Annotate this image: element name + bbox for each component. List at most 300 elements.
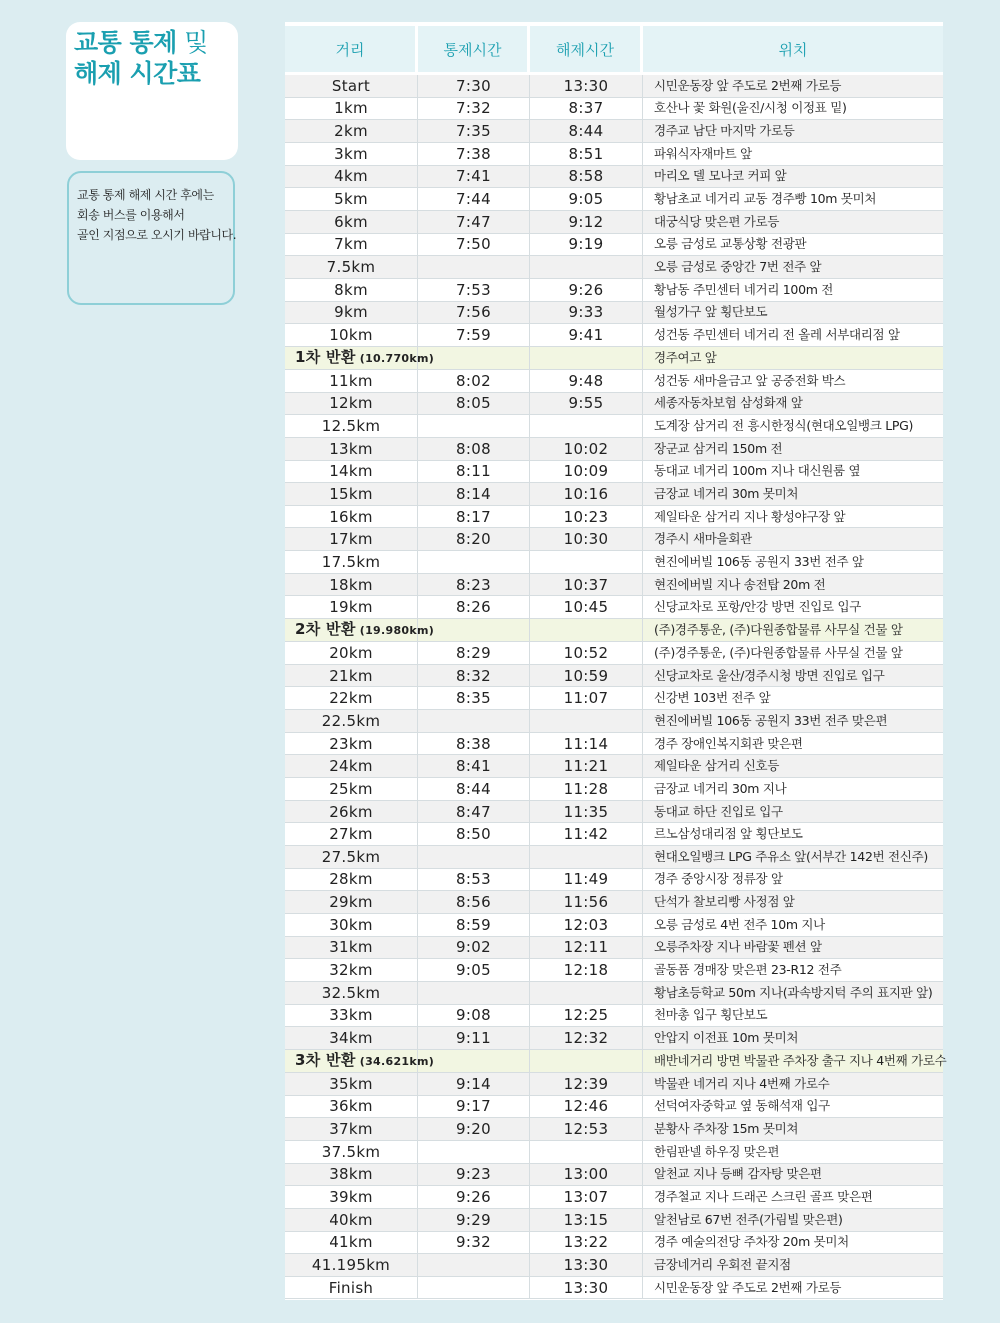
table-row	[285, 642, 943, 665]
table-row	[285, 869, 943, 892]
cell-release-time: 9:41	[530, 324, 643, 347]
cell-location: 마리오 델 모나코 커피 앞	[643, 166, 943, 189]
cell-distance	[285, 279, 418, 302]
distance-label: 2km	[334, 122, 368, 141]
cell-release-time: 12:39	[530, 1073, 643, 1096]
cell-release-time: 12:11	[530, 937, 643, 960]
distance-label: 41km	[329, 1233, 373, 1252]
cell-distance	[285, 937, 418, 960]
cell-release-time: 12:53	[530, 1118, 643, 1141]
turnaround-row	[285, 347, 943, 370]
distance-label: 23km	[329, 734, 373, 753]
cell-location: 황남초교 네거리 교동 경주빵 10m 못미처	[643, 188, 943, 211]
cell-control-time: 7:59	[418, 324, 530, 347]
cell-control-time: 9:26	[418, 1186, 530, 1209]
cell-control-time	[418, 551, 530, 574]
cell-location: 현진에버빌 106동 공원지 33번 전주 앞	[643, 551, 943, 574]
distance-label: 30km	[329, 915, 373, 934]
table-row	[285, 279, 943, 302]
table-row	[285, 710, 943, 733]
cell-control-time: 9:11	[418, 1027, 530, 1050]
cell-distance	[285, 642, 418, 665]
cell-location: 골동품 경매장 맞은편 23-R12 전주	[643, 959, 943, 982]
distance-label: 8km	[334, 280, 368, 299]
table-row	[285, 234, 943, 257]
cell-release-time: 11:49	[530, 869, 643, 892]
cell-location: 경주철교 지나 드래곤 스크린 골프 맞은편	[643, 1186, 943, 1209]
table-row	[285, 1232, 943, 1255]
distance-label: 1차 반환	[295, 347, 356, 366]
cell-release-time: 13:07	[530, 1186, 643, 1209]
cell-release-time: 12:18	[530, 959, 643, 982]
distance-label: 32km	[329, 961, 373, 980]
cell-distance	[285, 1186, 418, 1209]
cell-distance	[285, 370, 418, 393]
cell-distance	[285, 982, 418, 1005]
distance-label: 25km	[329, 779, 373, 798]
distance-label: 34km	[329, 1029, 373, 1048]
distance-label: 22.5km	[321, 711, 381, 730]
distance-label: 3km	[334, 144, 368, 163]
cell-distance	[285, 891, 418, 914]
table-row	[285, 823, 943, 846]
cell-distance	[285, 1027, 418, 1050]
cell-location: 금장교 네거리 30m 못미처	[643, 483, 943, 506]
cell-release-time: 11:56	[530, 891, 643, 914]
cell-distance	[285, 211, 418, 234]
page-title-line1: 교통 통제	[74, 28, 177, 57]
turnaround-distance: (10.770km)	[355, 351, 435, 365]
cell-control-time: 7:38	[418, 143, 530, 166]
cell-distance	[285, 665, 418, 688]
cell-control-time: 7:32	[418, 98, 530, 121]
cell-control-time: 9:14	[418, 1073, 530, 1096]
cell-release-time	[530, 256, 643, 279]
distance-label: 27km	[329, 825, 373, 844]
cell-distance	[285, 914, 418, 937]
table-row	[285, 143, 943, 166]
cell-location: 대궁식당 맞은편 가로등	[643, 211, 943, 234]
table-row	[285, 1096, 943, 1119]
cell-control-time	[418, 710, 530, 733]
cell-location: 황남동 주민센터 네거리 100m 전	[643, 279, 943, 302]
distance-label: 11km	[329, 371, 373, 390]
turnaround-distance: (19.980km)	[355, 624, 435, 638]
cell-location: 금장네거리 우회전 끝지점	[643, 1254, 943, 1277]
turnaround-row	[285, 1050, 943, 1073]
table-row	[285, 914, 943, 937]
cell-distance	[285, 1232, 418, 1255]
cell-distance	[285, 347, 435, 370]
cell-release-time	[530, 415, 643, 438]
cell-distance	[285, 846, 418, 869]
cell-location: 단석가 찰보리빵 사정점 앞	[643, 891, 943, 914]
distance-label: 37.5km	[321, 1142, 381, 1161]
cell-distance	[285, 1209, 418, 1232]
notice-line: 회송 버스를 이용해서	[77, 208, 185, 222]
cell-location: 시민운동장 앞 주도로 2번째 가로등	[643, 1277, 943, 1300]
cell-location: 현진에버빌 106동 공원지 33번 전주 맞은편	[643, 710, 943, 733]
distance-label: 5km	[334, 190, 368, 209]
table-row	[285, 506, 943, 529]
schedule-table-container	[285, 22, 947, 1300]
cell-distance	[285, 551, 418, 574]
turnaround-distance: (34.621km)	[355, 1054, 435, 1068]
table-row	[285, 324, 943, 347]
cell-release-time: 12:46	[530, 1096, 643, 1119]
cell-distance	[285, 755, 418, 778]
page-title-line1-suffix: 및	[176, 28, 208, 57]
cell-distance	[285, 574, 418, 597]
table-header-row	[285, 22, 943, 75]
cell-release-time: 13:30	[530, 1277, 643, 1300]
table-row	[285, 778, 943, 801]
table-row	[285, 370, 943, 393]
cell-location: 오릉 금성로 교통상황 전광판	[643, 234, 943, 257]
cell-release-time: 11:42	[530, 823, 643, 846]
table-row	[285, 1164, 943, 1187]
distance-label: 15km	[329, 484, 373, 503]
cell-control-time: 7:56	[418, 302, 530, 325]
cell-control-time: 9:08	[418, 1005, 530, 1028]
cell-control-time	[418, 1254, 530, 1277]
distance-label: 20km	[329, 643, 373, 662]
cell-release-time: 10:02	[530, 438, 643, 461]
cell-distance	[285, 415, 418, 438]
distance-label: 16km	[329, 507, 373, 526]
table-row	[285, 665, 943, 688]
cell-distance	[285, 528, 418, 551]
cell-control-time	[418, 982, 530, 1005]
cell-release-time: 13:15	[530, 1209, 643, 1232]
table-row	[285, 1141, 943, 1164]
distance-label: 35km	[329, 1074, 373, 1093]
cell-distance	[285, 959, 418, 982]
cell-control-time	[418, 347, 530, 370]
distance-label: 32.5km	[321, 983, 381, 1002]
cell-distance	[285, 302, 418, 325]
cell-release-time: 12:03	[530, 914, 643, 937]
cell-control-time: 9:20	[418, 1118, 530, 1141]
cell-location: 경주 중앙시장 정류장 앞	[643, 869, 943, 892]
table-row	[285, 846, 943, 869]
cell-location: 제일타운 삼거리 지나 황성야구장 앞	[643, 506, 943, 529]
turnaround-row	[285, 619, 943, 642]
cell-control-time: 8:05	[418, 393, 530, 416]
cell-release-time	[530, 1141, 643, 1164]
table-row	[285, 596, 943, 619]
cell-control-time: 8:26	[418, 596, 530, 619]
cell-release-time: 8:51	[530, 143, 643, 166]
cell-location: 도계장 삼거리 전 흥시한정식(현대오일뱅크 LPG)	[643, 415, 943, 438]
cell-location: 신당교차로 포항/안강 방면 진입로 입구	[643, 596, 943, 619]
distance-label: 39km	[329, 1188, 373, 1207]
cell-location: 알천교 지나 등뼈 감자탕 맞은편	[643, 1164, 943, 1187]
cell-release-time: 11:21	[530, 755, 643, 778]
table-row	[285, 982, 943, 1005]
cell-release-time: 9:33	[530, 302, 643, 325]
cell-control-time	[418, 1050, 530, 1073]
table-row	[285, 188, 943, 211]
cell-control-time	[418, 415, 530, 438]
distance-label: 12km	[329, 394, 373, 413]
cell-location: 세종자동차보험 삼성화재 앞	[643, 393, 943, 416]
cell-release-time: 10:59	[530, 665, 643, 688]
cell-distance	[285, 256, 418, 279]
table-row	[285, 937, 943, 960]
distance-label: 38km	[329, 1165, 373, 1184]
distance-label: 13km	[329, 439, 373, 458]
cell-location: 분황사 주차장 15m 못미쳐	[643, 1118, 943, 1141]
distance-label: 36km	[329, 1097, 373, 1116]
cell-release-time: 10:45	[530, 596, 643, 619]
cell-control-time	[418, 846, 530, 869]
cell-location: 오릉 금성로 중앙간 7번 전주 앞	[643, 256, 943, 279]
cell-location: 선덕여자중학교 옆 동해석재 입구	[643, 1096, 943, 1119]
cell-location: 제일타운 삼거리 신호등	[643, 755, 943, 778]
cell-release-time	[530, 982, 643, 1005]
cell-control-time: 8:44	[418, 778, 530, 801]
cell-control-time: 8:14	[418, 483, 530, 506]
cell-location: 경주여고 앞	[643, 347, 943, 370]
cell-location: 현대오일뱅크 LPG 주유소 앞(서부간 142번 전신주)	[643, 846, 943, 869]
page-title-line2: 해제 시간표	[74, 59, 201, 88]
cell-location: 황남초등학교 50m 지나(과속방지턱 주의 표지판 앞)	[643, 982, 943, 1005]
cell-control-time: 7:41	[418, 166, 530, 189]
distance-label: 10km	[329, 326, 373, 345]
cell-control-time: 8:35	[418, 687, 530, 710]
cell-control-time: 7:30	[418, 75, 530, 98]
cell-distance	[285, 1050, 435, 1073]
cell-control-time: 7:50	[418, 234, 530, 257]
table-row	[285, 1277, 943, 1300]
cell-location: 경주교 남단 마지막 가로등	[643, 120, 943, 143]
cell-distance	[285, 710, 418, 733]
cell-distance	[285, 120, 418, 143]
cell-location: 파워식자재마트 앞	[643, 143, 943, 166]
notice-box	[67, 171, 235, 305]
table-row	[285, 551, 943, 574]
distance-label: 29km	[329, 893, 373, 912]
distance-label: 19km	[329, 598, 373, 617]
cell-location: (주)경주통운, (주)다원종합물류 사무실 건물 앞	[643, 642, 943, 665]
distance-label: 9km	[334, 303, 368, 322]
cell-control-time: 9:29	[418, 1209, 530, 1232]
cell-release-time: 13:30	[530, 1254, 643, 1277]
cell-release-time: 10:09	[530, 461, 643, 484]
cell-distance	[285, 75, 418, 98]
table-row	[285, 438, 943, 461]
cell-location: 신강변 103번 전주 앞	[643, 687, 943, 710]
cell-control-time: 8:11	[418, 461, 530, 484]
cell-release-time	[530, 1050, 643, 1073]
table-row	[285, 1254, 943, 1277]
page-title	[66, 22, 238, 89]
distance-label: 22km	[329, 689, 373, 708]
cell-control-time: 7:53	[418, 279, 530, 302]
table-row	[285, 891, 943, 914]
table-row	[285, 1027, 943, 1050]
header-distance: 거리	[285, 22, 418, 75]
cell-release-time: 11:35	[530, 801, 643, 824]
cell-control-time: 9:32	[418, 1232, 530, 1255]
table-row	[285, 302, 943, 325]
cell-control-time: 9:23	[418, 1164, 530, 1187]
cell-control-time: 8:32	[418, 665, 530, 688]
cell-release-time: 9:26	[530, 279, 643, 302]
cell-release-time	[530, 551, 643, 574]
distance-label: 2차 반환	[295, 620, 356, 639]
distance-label: 18km	[329, 575, 373, 594]
cell-location: 호산나 꽃 화원(울진/시청 이정표 밑)	[643, 98, 943, 121]
cell-distance	[285, 1277, 418, 1300]
distance-label: 41.195km	[311, 1255, 391, 1274]
table-row	[285, 1186, 943, 1209]
distance-label: 7.5km	[326, 258, 376, 277]
table-row	[285, 211, 943, 234]
table-body	[285, 75, 947, 1299]
cell-distance	[285, 687, 418, 710]
cell-release-time: 10:23	[530, 506, 643, 529]
cell-release-time: 9:12	[530, 211, 643, 234]
cell-control-time	[418, 1141, 530, 1164]
cell-distance	[285, 619, 435, 642]
table-row	[285, 801, 943, 824]
cell-location: 금장교 네거리 30m 지나	[643, 778, 943, 801]
cell-release-time: 12:32	[530, 1027, 643, 1050]
cell-control-time: 8:29	[418, 642, 530, 665]
cell-release-time	[530, 347, 643, 370]
distance-label: 14km	[329, 462, 373, 481]
cell-distance	[285, 1005, 418, 1028]
table-row	[285, 483, 943, 506]
cell-location: 오릉주차장 지나 바람꽃 펜션 앞	[643, 937, 943, 960]
table-row	[285, 120, 943, 143]
distance-label: 21km	[329, 666, 373, 685]
cell-location: 성건동 새마을금고 앞 공중전화 박스	[643, 370, 943, 393]
distance-label: 31km	[329, 938, 373, 957]
cell-control-time: 8:59	[418, 914, 530, 937]
title-card	[66, 22, 238, 160]
table-row	[285, 1209, 943, 1232]
cell-control-time: 7:35	[418, 120, 530, 143]
cell-distance	[285, 438, 418, 461]
cell-distance	[285, 393, 418, 416]
cell-control-time: 8:41	[418, 755, 530, 778]
table-row	[285, 1005, 943, 1028]
cell-distance	[285, 483, 418, 506]
cell-control-time: 7:47	[418, 211, 530, 234]
table-row	[285, 1118, 943, 1141]
cell-release-time: 9:19	[530, 234, 643, 257]
cell-control-time: 8:53	[418, 869, 530, 892]
cell-distance	[285, 461, 418, 484]
cell-control-time: 9:05	[418, 959, 530, 982]
header-control-time: 통제시간	[418, 22, 530, 75]
distance-label: 33km	[329, 1006, 373, 1025]
cell-location: 동대교 네거리 100m 지나 대신원룸 옆	[643, 461, 943, 484]
cell-release-time: 10:16	[530, 483, 643, 506]
cell-distance	[285, 778, 418, 801]
cell-location: 신당교차로 울산/경주시청 방면 진입로 입구	[643, 665, 943, 688]
cell-location: 현진에버빌 지나 송전탑 20m 전	[643, 574, 943, 597]
cell-release-time: 9:48	[530, 370, 643, 393]
cell-control-time: 8:23	[418, 574, 530, 597]
cell-release-time: 10:52	[530, 642, 643, 665]
notice-line: 교통 통제 해제 시간 후에는	[77, 188, 214, 202]
cell-release-time: 11:07	[530, 687, 643, 710]
cell-distance	[285, 801, 418, 824]
cell-distance	[285, 506, 418, 529]
cell-release-time: 13:00	[530, 1164, 643, 1187]
distance-label: 37km	[329, 1120, 373, 1139]
table-row	[285, 687, 943, 710]
distance-label: Finish	[328, 1278, 374, 1297]
cell-distance	[285, 98, 418, 121]
cell-distance	[285, 1164, 418, 1187]
distance-label: 26km	[329, 802, 373, 821]
cell-control-time	[418, 1277, 530, 1300]
distance-label: 12.5km	[321, 417, 381, 436]
cell-distance	[285, 1254, 418, 1277]
cell-release-time: 9:05	[530, 188, 643, 211]
distance-label: 7km	[334, 235, 368, 254]
cell-control-time	[418, 256, 530, 279]
cell-release-time: 8:58	[530, 166, 643, 189]
table-row	[285, 755, 943, 778]
table-row	[285, 461, 943, 484]
distance-label: 3차 반환	[295, 1050, 356, 1069]
cell-control-time: 8:47	[418, 801, 530, 824]
cell-release-time: 11:28	[530, 778, 643, 801]
cell-distance	[285, 1118, 418, 1141]
cell-distance	[285, 823, 418, 846]
cell-control-time: 8:08	[418, 438, 530, 461]
cell-location: 경주 장애인복지회관 맞은편	[643, 733, 943, 756]
distance-label: 40km	[329, 1210, 373, 1229]
distance-label: 1km	[334, 99, 368, 118]
cell-location: 경주 예술의전당 주차장 20m 못미처	[643, 1232, 943, 1255]
cell-release-time: 8:44	[530, 120, 643, 143]
notice-line: 골인 지점으로 오시기 바랍니다.	[77, 228, 237, 242]
cell-distance	[285, 166, 418, 189]
table-row	[285, 1073, 943, 1096]
cell-release-time: 11:14	[530, 733, 643, 756]
cell-release-time: 10:37	[530, 574, 643, 597]
cell-distance	[285, 1141, 418, 1164]
table-row	[285, 574, 943, 597]
cell-location: 오릉 금성로 4번 전주 10m 지나	[643, 914, 943, 937]
cell-location: (주)경주통운, (주)다원종합물류 사무실 건물 앞	[643, 619, 943, 642]
cell-control-time: 7:44	[418, 188, 530, 211]
cell-release-time	[530, 619, 643, 642]
cell-location: 알천남로 67번 전주(가림빌 맞은편)	[643, 1209, 943, 1232]
cell-control-time: 9:17	[418, 1096, 530, 1119]
distance-label: 17km	[329, 530, 373, 549]
cell-location: 르노삼성대리점 앞 횡단보도	[643, 823, 943, 846]
distance-label: 4km	[334, 167, 368, 186]
cell-location: 천마총 입구 횡단보도	[643, 1005, 943, 1028]
cell-distance	[285, 733, 418, 756]
cell-distance	[285, 143, 418, 166]
cell-location: 배반네거리 방면 박물관 주차장 출구 지나 4번째 가로수	[643, 1050, 943, 1073]
cell-control-time: 8:38	[418, 733, 530, 756]
cell-location: 경주시 새마을회관	[643, 528, 943, 551]
cell-release-time: 13:22	[530, 1232, 643, 1255]
distance-label: Start	[331, 76, 371, 95]
table-row	[285, 733, 943, 756]
cell-control-time: 8:17	[418, 506, 530, 529]
